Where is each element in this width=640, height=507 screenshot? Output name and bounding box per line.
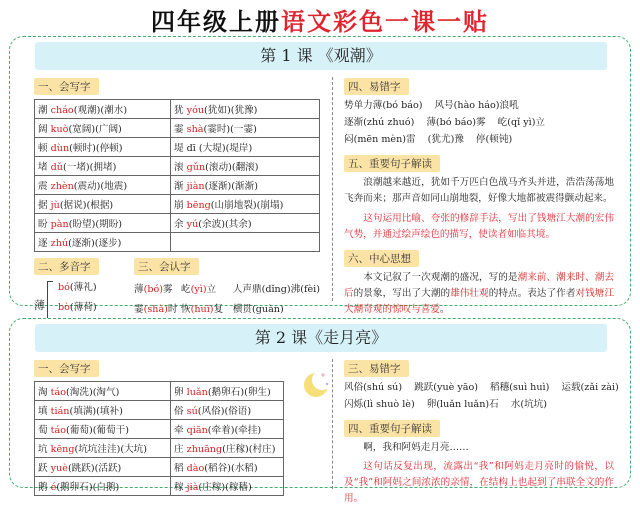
lesson-2-typo-tag: 三、易错字 [344,360,409,377]
word-cell: 卵 luǎn(鹅卵石)(卵生) [171,382,284,401]
typo-row [344,131,614,148]
central-text: 本文记叙了一次观潮的盛况，写的是潮来前、潮来时、潮去后的景象，写出了大潮的雄伟壮观的特点。表达了作者对钱塘江大潮奇观的惊叹与喜爱。 [344,272,615,315]
table-row [35,176,320,195]
lesson-2-sentence-tag: 四、重要句子解读 [344,420,440,437]
moon-icon [302,369,330,399]
word-cell: 顿 dùn(顿时)(停顿) [35,138,171,157]
table-row [35,420,284,439]
typo-item: 薄(bó báo)雾 [426,117,486,128]
table-row [35,439,284,458]
recog-item: 屹(yì)立 [181,284,217,295]
recog-item: 薄(bó)雾 [134,284,173,295]
page-title-subject: 语文彩色一课一贴 [281,7,489,36]
lesson-1-recog-tag: 三、会认字 [134,258,199,275]
word-cell: 堵 dǔ(一堵)(拥堵) [35,157,171,176]
word-cell: 余 yú(余波)(其余) [171,214,320,233]
word-cell: 渐 jiàn(逐渐)(渐渐) [171,176,320,195]
word-cell: 盼 pàn(盼望)(期盼) [35,214,171,233]
word-cell: 鹅 é(鹅卵石)(白鹅) [35,477,171,496]
sentence-text: 浪潮越来越近，犹如千万匹白色战马齐头并进，浩浩荡荡地飞奔而来；那声音如同山崩地裂，好像大地都被震得颤动起来。 [344,177,614,204]
word-cell: 霎 shà(霎时)(一霎) [171,119,320,138]
lesson-2-sentence-section [344,417,614,507]
lesson-1-central-section [344,247,614,318]
page-title [0,2,640,37]
recog-item: 横贯(guàn) [232,304,284,315]
typo-item: (犹尤)豫 [427,134,464,145]
lesson-1-write-tag: 一、会写字 [34,78,99,95]
lesson-2-write-tag: 一、会写字 [34,360,99,377]
word-cell: 跃 yuè(跳跃)(活跃) [35,458,171,477]
lesson-2-card [9,318,631,504]
table-row [35,157,320,176]
word-cell: 堤 dī (大堤)(堤岸) [171,138,320,157]
recog-item: 恢(huī)复 [181,304,224,315]
table-row [35,233,320,252]
lesson-1-header: 第 1 课 《观潮》 [35,42,607,70]
typo-row [344,114,614,131]
typo-item: 稻穗(suì huì) [490,382,550,393]
lesson-1-card [9,36,631,315]
typo-list [344,97,614,148]
typo-item: 势单力薄(bó báo) [344,100,423,111]
lesson-1-sentence-tag: 五、重要句子解读 [344,155,440,172]
lesson-1-write-table [34,99,320,252]
polyphone-char: 薄 [34,299,45,312]
table-row [35,214,320,233]
sentence-text: 啊，我和阿妈走月亮…… [363,442,469,453]
word-cell: 坑 kēng(坑坑洼洼)(大坑) [35,439,171,458]
word-cell: 萄 táo(葡萄)(葡萄干) [35,420,171,439]
typo-item: 停(顿钝) [475,134,513,145]
word-cell: 稻 dào(稻谷)(水稻) [171,458,284,477]
table-row [35,401,284,420]
lesson-1-right-column [344,75,614,318]
table-row [35,100,320,119]
word-cell: 填 tián(填满)(填补) [35,401,171,420]
typo-row [344,97,614,114]
word-cell: 阔 kuò(宽阔)(广阔) [35,119,171,138]
typo-item: 闪烁(lì shuò lè) [344,399,415,410]
word-cell: 据 jù(据说)(根据) [35,195,171,214]
typo-item: 屹(qǐ yì)立 [497,117,546,128]
word-cell: 崩 bēng(山崩地裂)(崩塌) [171,195,320,214]
typo-row [344,379,619,396]
word-cell: 牵 qiān(牵着)(牵挂) [171,420,284,439]
word-cell: 俗 sú(风俗)(俗语) [171,401,284,420]
word-cell: 淘 táo(淘洗)(淘气) [35,382,171,401]
typo-item: 水(坑坑) [510,399,548,410]
word-cell: 庄 zhuāng(庄稼)(村庄) [171,439,284,458]
typo-item: 跳跃(yuè yāo) [414,382,479,393]
polyphone-line: bò(薄荷) [58,302,97,313]
word-cell: 逐 zhú(逐渐)(逐步) [35,233,171,252]
typo-item: 风号(hào háo)浪吼 [434,100,519,111]
word-cell: 稼 jià(庄稼)(稼穑) [171,477,284,496]
typo-item: 逐渐(zhú zhuó) [344,117,415,128]
table-row [35,195,320,214]
word-cell [171,233,320,252]
recog-item: 霎(shà)时 [134,304,178,315]
column-divider [332,77,333,301]
typo-item: 运载(zǎi zài) [561,382,619,393]
column-divider [332,359,333,489]
word-cell: 犹 yóu(犹如)(犹豫) [171,100,320,119]
sentence-note: 这句运用比喻、夸张的修辞手法，写出了钱塘江大潮的宏伟气势，并通过绘声绘色的描写，使读者如临其境。 [344,213,614,240]
table-row [35,477,284,496]
word-cell: 震 zhèn(震动)(地震) [35,176,171,195]
table-row [35,382,284,401]
typo-row [344,396,614,413]
lesson-1-central-tag: 六、中心思想 [344,250,419,267]
lesson-1-sentence-section [344,152,614,243]
lesson-1-left-column [34,75,320,335]
lesson-2-write-table [34,381,284,496]
typo-item: 卵(luǎn luǎn)石 [426,399,499,410]
recog-item: 人声鼎(dǐng)沸(fèi) [232,284,320,295]
table-row [35,458,284,477]
word-cell: 潮 cháo(观潮)(潮水) [35,100,171,119]
typo-list [344,379,619,413]
table-row [35,138,320,157]
page-title-grade: 四年级上册 [151,7,281,36]
typo-item: 闷(mēn mèn)雷 [344,134,416,145]
word-cell: 滚 gǔn(滚动)(翻滚) [171,157,320,176]
lesson-2-left-column [34,357,294,496]
lesson-2-right-column [344,357,619,507]
lesson-1-typo-tag: 四、易错字 [344,78,409,95]
table-row [35,119,320,138]
polyphone-line: bó(薄礼) [58,282,97,293]
sentence-note: 这句话反复出现，流露出“我”和阿妈走月亮时的愉悦，以及“我”和阿妈之间浓浓的亲情，在结构上也起到了串联全文的作用。 [344,461,614,504]
lesson-1-poly-tag: 二、多音字 [34,258,99,275]
typo-item: 风俗(shú sú) [344,382,403,393]
lesson-2-header: 第 2 课《走月亮》 [35,324,607,352]
